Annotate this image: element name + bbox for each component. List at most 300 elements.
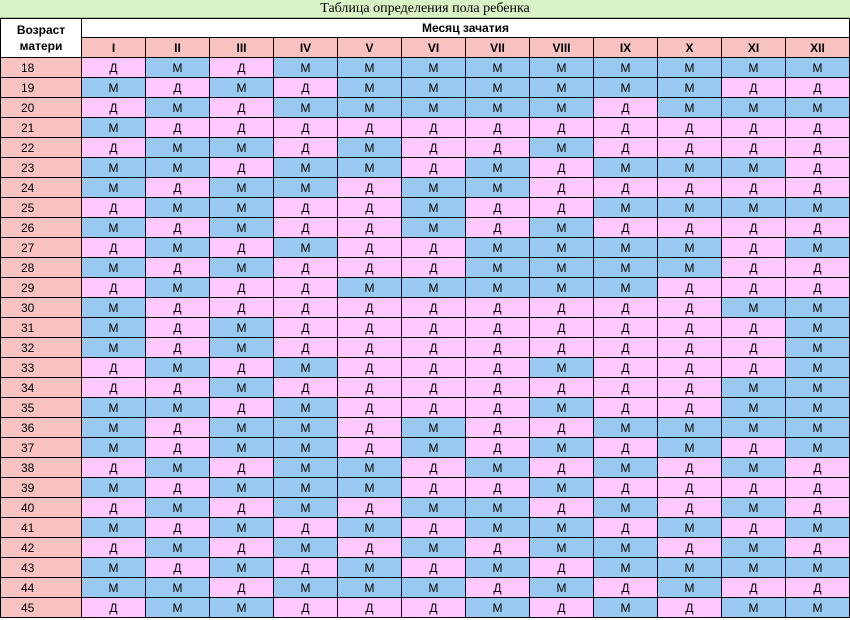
gender-cell-girl: Д (210, 278, 274, 298)
gender-cell-boy: М (210, 198, 274, 218)
gender-cell-girl: Д (402, 158, 466, 178)
gender-cell-boy: М (274, 158, 338, 178)
gender-cell-boy: М (402, 58, 466, 78)
mother-age-cell: 33 (1, 358, 82, 378)
gender-cell-girl: Д (402, 258, 466, 278)
gender-cell-girl: Д (786, 458, 850, 478)
gender-cell-boy: М (594, 258, 658, 278)
gender-cell-girl: Д (530, 378, 594, 398)
gender-cell-girl: Д (658, 118, 722, 138)
table-row (1, 258, 850, 278)
gender-cell-boy: М (786, 338, 850, 358)
gender-cell-boy: М (594, 598, 658, 618)
mother-age-cell: 27 (1, 238, 82, 258)
gender-cell-girl: Д (658, 538, 722, 558)
table-row (1, 138, 850, 158)
gender-cell-boy: М (466, 78, 530, 98)
mother-age-cell: 32 (1, 338, 82, 358)
gender-cell-girl: Д (466, 478, 530, 498)
gender-cell-boy: М (210, 78, 274, 98)
mother-age-cell: 24 (1, 178, 82, 198)
gender-cell-girl: Д (466, 298, 530, 318)
gender-cell-girl: Д (82, 58, 146, 78)
gender-cell-girl: Д (146, 378, 210, 398)
gender-cell-boy: М (338, 158, 402, 178)
gender-cell-girl: Д (338, 418, 402, 438)
gender-cell-girl: Д (338, 218, 402, 238)
gender-cell-boy: М (594, 538, 658, 558)
gender-cell-girl: Д (466, 418, 530, 438)
table-row (1, 598, 850, 618)
gender-cell-boy: М (658, 578, 722, 598)
mother-age-cell: 41 (1, 518, 82, 538)
table-row (1, 178, 850, 198)
gender-cell-girl: Д (658, 278, 722, 298)
gender-cell-boy: М (722, 498, 786, 518)
gender-cell-girl: Д (594, 118, 658, 138)
table-row (1, 238, 850, 258)
gender-cell-boy: М (82, 158, 146, 178)
gender-cell-girl: Д (210, 98, 274, 118)
gender-cell-boy: М (210, 258, 274, 278)
gender-cell-boy: М (786, 238, 850, 258)
mother-age-cell: 21 (1, 118, 82, 138)
gender-cell-girl: Д (402, 318, 466, 338)
table-row (1, 78, 850, 98)
table-row (1, 218, 850, 238)
gender-cell-girl: Д (530, 418, 594, 438)
gender-cell-boy: М (82, 318, 146, 338)
gender-cell-boy: М (722, 538, 786, 558)
month-header-cell: II (146, 38, 210, 58)
gender-cell-girl: Д (658, 478, 722, 498)
gender-cell-girl: Д (658, 358, 722, 378)
table-row (1, 498, 850, 518)
gender-cell-girl: Д (274, 318, 338, 338)
gender-cell-girl: Д (658, 318, 722, 338)
gender-cell-girl: Д (466, 118, 530, 138)
gender-cell-boy: М (274, 418, 338, 438)
gender-cell-boy: М (466, 558, 530, 578)
gender-cell-boy: М (786, 598, 850, 618)
gender-cell-girl: Д (82, 498, 146, 518)
gender-cell-girl: Д (466, 578, 530, 598)
gender-cell-boy: М (658, 558, 722, 578)
table-row (1, 58, 850, 78)
gender-cell-boy: М (146, 238, 210, 258)
gender-cell-girl: Д (146, 318, 210, 338)
gender-cell-boy: М (594, 58, 658, 78)
gender-cell-girl: Д (274, 558, 338, 578)
gender-cell-girl: Д (402, 358, 466, 378)
table-row (1, 358, 850, 378)
gender-cell-girl: Д (338, 598, 402, 618)
gender-cell-girl: Д (722, 78, 786, 98)
gender-cell-girl: Д (338, 118, 402, 138)
gender-cell-girl: Д (786, 118, 850, 138)
gender-cell-boy: М (274, 398, 338, 418)
gender-cell-boy: М (82, 558, 146, 578)
gender-cell-boy: М (402, 578, 466, 598)
month-header-cell: I (82, 38, 146, 58)
gender-cell-girl: Д (82, 458, 146, 478)
gender-cell-boy: М (530, 258, 594, 278)
gender-cell-girl: Д (786, 578, 850, 598)
gender-cell-girl: Д (402, 478, 466, 498)
gender-cell-boy: М (274, 458, 338, 478)
gender-cell-boy: М (146, 578, 210, 598)
gender-cell-boy: М (658, 198, 722, 218)
gender-cell-boy: М (274, 578, 338, 598)
gender-cell-girl: Д (722, 218, 786, 238)
table-row (1, 558, 850, 578)
gender-cell-boy: М (338, 138, 402, 158)
gender-cell-girl: Д (210, 578, 274, 598)
gender-cell-girl: Д (146, 298, 210, 318)
gender-cell-boy: М (82, 518, 146, 538)
gender-cell-girl: Д (210, 158, 274, 178)
gender-cell-boy: М (722, 98, 786, 118)
gender-cell-girl: Д (146, 438, 210, 458)
gender-cell-boy: М (530, 138, 594, 158)
gender-cell-girl: Д (210, 398, 274, 418)
gender-cell-boy: М (146, 278, 210, 298)
gender-cell-boy: М (466, 458, 530, 478)
mother-age-cell: 42 (1, 538, 82, 558)
gender-cell-boy: М (786, 298, 850, 318)
gender-cell-girl: Д (402, 238, 466, 258)
gender-cell-girl: Д (658, 138, 722, 158)
gender-cell-girl: Д (274, 278, 338, 298)
mother-age-cell: 20 (1, 98, 82, 118)
gender-cell-girl: Д (594, 358, 658, 378)
table-row (1, 298, 850, 318)
gender-cell-girl: Д (722, 178, 786, 198)
gender-cell-girl: Д (274, 518, 338, 538)
gender-cell-girl: Д (594, 178, 658, 198)
gender-cell-boy: М (722, 458, 786, 478)
gender-cell-girl: Д (722, 338, 786, 358)
month-header-cell: IV (274, 38, 338, 58)
gender-cell-girl: Д (722, 258, 786, 278)
gender-cell-boy: М (786, 438, 850, 458)
gender-cell-boy: М (722, 198, 786, 218)
gender-cell-girl: Д (594, 438, 658, 458)
gender-cell-girl: Д (722, 278, 786, 298)
gender-cell-boy: М (530, 238, 594, 258)
gender-cell-boy: М (658, 238, 722, 258)
gender-cell-girl: Д (722, 138, 786, 158)
gender-cell-girl: Д (274, 378, 338, 398)
gender-cell-girl: Д (146, 218, 210, 238)
month-header-cell: XII (786, 38, 850, 58)
gender-cell-girl: Д (146, 478, 210, 498)
table-row (1, 518, 850, 538)
mother-age-cell: 37 (1, 438, 82, 458)
mother-age-cell: 23 (1, 158, 82, 178)
gender-cell-girl: Д (82, 538, 146, 558)
gender-cell-girl: Д (274, 198, 338, 218)
gender-cell-girl: Д (210, 58, 274, 78)
gender-cell-boy: М (274, 358, 338, 378)
gender-cell-boy: М (82, 478, 146, 498)
gender-cell-boy: М (210, 558, 274, 578)
gender-cell-boy: М (338, 98, 402, 118)
gender-cell-boy: М (274, 438, 338, 458)
table-row (1, 378, 850, 398)
gender-cell-boy: М (274, 58, 338, 78)
gender-cell-boy: М (530, 538, 594, 558)
table-header (1, 19, 850, 58)
gender-cell-boy: М (658, 438, 722, 458)
gender-cell-boy: М (82, 298, 146, 318)
gender-cell-girl: Д (530, 598, 594, 618)
gender-cell-boy: М (722, 58, 786, 78)
gender-cell-girl: Д (82, 278, 146, 298)
gender-cell-boy: М (402, 78, 466, 98)
gender-cell-girl: Д (658, 338, 722, 358)
gender-cell-girl: Д (530, 118, 594, 138)
gender-cell-girl: Д (466, 538, 530, 558)
gender-cell-girl: Д (274, 598, 338, 618)
gender-cell-boy: М (466, 58, 530, 78)
gender-cell-boy: М (722, 558, 786, 578)
gender-cell-girl: Д (82, 598, 146, 618)
gender-cell-boy: М (146, 198, 210, 218)
gender-cell-boy: М (466, 498, 530, 518)
gender-cell-boy: М (530, 398, 594, 418)
gender-cell-boy: М (594, 278, 658, 298)
gender-cell-girl: Д (722, 118, 786, 138)
mother-age-cell: 22 (1, 138, 82, 158)
mother-age-cell: 25 (1, 198, 82, 218)
gender-cell-boy: М (146, 98, 210, 118)
gender-cell-boy: М (274, 538, 338, 558)
gender-cell-girl: Д (530, 178, 594, 198)
gender-cell-boy: М (210, 338, 274, 358)
gender-cell-girl: Д (402, 598, 466, 618)
gender-cell-boy: М (466, 238, 530, 258)
mother-age-cell: 38 (1, 458, 82, 478)
gender-cell-girl: Д (786, 218, 850, 238)
table-row (1, 478, 850, 498)
gender-cell-girl: Д (274, 138, 338, 158)
gender-cell-girl: Д (530, 198, 594, 218)
gender-cell-girl: Д (338, 238, 402, 258)
gender-cell-boy: М (338, 278, 402, 298)
gender-cell-boy: М (530, 218, 594, 238)
gender-cell-boy: М (786, 98, 850, 118)
gender-cell-girl: Д (594, 98, 658, 118)
table-title: Таблица определения пола ребенка (0, 0, 850, 18)
gender-cell-boy: М (466, 178, 530, 198)
gender-cell-boy: М (594, 158, 658, 178)
gender-cell-girl: Д (338, 398, 402, 418)
gender-cell-girl: Д (402, 118, 466, 138)
gender-cell-girl: Д (274, 258, 338, 278)
gender-cell-boy: М (146, 398, 210, 418)
mother-age-cell: 44 (1, 578, 82, 598)
gender-cell-girl: Д (722, 238, 786, 258)
gender-cell-boy: М (658, 98, 722, 118)
gender-cell-girl: Д (658, 178, 722, 198)
gender-cell-girl: Д (658, 458, 722, 478)
table-body (1, 58, 850, 618)
gender-cell-boy: М (466, 158, 530, 178)
mother-age-cell: 43 (1, 558, 82, 578)
gender-cell-girl: Д (210, 538, 274, 558)
gender-cell-boy: М (210, 318, 274, 338)
gender-cell-boy: М (658, 158, 722, 178)
gender-cell-boy: М (530, 278, 594, 298)
gender-cell-girl: Д (274, 218, 338, 238)
gender-table-container (0, 18, 850, 620)
gender-cell-girl: Д (338, 378, 402, 398)
gender-cell-boy: М (594, 418, 658, 438)
gender-cell-girl: Д (594, 218, 658, 238)
gender-cell-boy: М (82, 258, 146, 278)
mother-age-cell: 28 (1, 258, 82, 278)
gender-cell-boy: М (530, 78, 594, 98)
gender-cell-girl: Д (82, 138, 146, 158)
gender-cell-girl: Д (274, 298, 338, 318)
gender-cell-girl: Д (210, 118, 274, 138)
gender-cell-boy: М (786, 558, 850, 578)
gender-cell-boy: М (146, 458, 210, 478)
gender-cell-boy: М (210, 138, 274, 158)
gender-cell-girl: Д (146, 418, 210, 438)
gender-cell-boy: М (338, 78, 402, 98)
gender-cell-girl: Д (146, 518, 210, 538)
gender-cell-boy: М (466, 278, 530, 298)
gender-cell-boy: М (210, 178, 274, 198)
mother-age-cell: 18 (1, 58, 82, 78)
gender-cell-girl: Д (722, 578, 786, 598)
gender-cell-girl: Д (530, 338, 594, 358)
mother-age-cell: 35 (1, 398, 82, 418)
age-column-header: Возраст матери (1, 19, 82, 58)
gender-cell-girl: Д (82, 98, 146, 118)
gender-cell-girl: Д (274, 338, 338, 358)
gender-cell-girl: Д (594, 318, 658, 338)
gender-cell-boy: М (210, 218, 274, 238)
gender-cell-girl: Д (402, 298, 466, 318)
gender-cell-girl: Д (530, 458, 594, 478)
gender-cell-girl: Д (146, 258, 210, 278)
gender-cell-girl: Д (530, 498, 594, 518)
month-header-row (1, 38, 850, 58)
gender-cell-boy: М (722, 158, 786, 178)
gender-cell-girl: Д (338, 338, 402, 358)
gender-cell-girl: Д (594, 398, 658, 418)
gender-cell-boy: М (146, 138, 210, 158)
month-header-cell: IX (594, 38, 658, 58)
table-row (1, 398, 850, 418)
gender-cell-girl: Д (658, 378, 722, 398)
gender-cell-boy: М (722, 398, 786, 418)
gender-cell-boy: М (274, 98, 338, 118)
gender-cell-girl: Д (146, 178, 210, 198)
mother-age-cell: 26 (1, 218, 82, 238)
gender-cell-boy: М (338, 58, 402, 78)
gender-cell-girl: Д (786, 498, 850, 518)
gender-cell-boy: М (338, 478, 402, 498)
table-row (1, 98, 850, 118)
mother-age-cell: 31 (1, 318, 82, 338)
gender-cell-girl: Д (722, 518, 786, 538)
gender-cell-girl: Д (530, 318, 594, 338)
gender-cell-boy: М (786, 198, 850, 218)
gender-cell-boy: М (82, 178, 146, 198)
month-group-header: Месяц зачатия (82, 19, 850, 38)
gender-cell-boy: М (722, 298, 786, 318)
mother-age-cell: 40 (1, 498, 82, 518)
gender-cell-girl: Д (594, 298, 658, 318)
gender-cell-boy: М (722, 378, 786, 398)
gender-cell-boy: М (274, 478, 338, 498)
gender-cell-girl: Д (402, 338, 466, 358)
gender-cell-boy: М (786, 378, 850, 398)
gender-cell-boy: М (466, 98, 530, 118)
gender-cell-boy: М (402, 278, 466, 298)
gender-cell-girl: Д (786, 138, 850, 158)
gender-cell-boy: М (530, 578, 594, 598)
table-row (1, 158, 850, 178)
gender-cell-boy: М (594, 498, 658, 518)
gender-cell-boy: М (146, 498, 210, 518)
gender-cell-girl: Д (338, 198, 402, 218)
gender-cell-girl: Д (338, 538, 402, 558)
gender-cell-girl: Д (530, 298, 594, 318)
gender-cell-boy: М (466, 518, 530, 538)
gender-cell-boy: М (786, 518, 850, 538)
gender-cell-boy: М (82, 338, 146, 358)
gender-cell-girl: Д (210, 238, 274, 258)
mother-age-cell: 45 (1, 598, 82, 618)
gender-cell-boy: М (402, 418, 466, 438)
gender-cell-girl: Д (786, 178, 850, 198)
gender-cell-girl: Д (146, 78, 210, 98)
month-header-cell: VIII (530, 38, 594, 58)
gender-cell-boy: М (530, 98, 594, 118)
table-row (1, 538, 850, 558)
mother-age-cell: 19 (1, 78, 82, 98)
gender-cell-boy: М (466, 258, 530, 278)
gender-cell-boy: М (402, 178, 466, 198)
gender-cell-boy: М (274, 238, 338, 258)
gender-cell-boy: М (402, 98, 466, 118)
gender-cell-boy: М (82, 438, 146, 458)
gender-cell-girl: Д (658, 598, 722, 618)
gender-cell-boy: М (146, 58, 210, 78)
gender-cell-boy: М (338, 458, 402, 478)
gender-cell-girl: Д (658, 398, 722, 418)
gender-cell-boy: М (402, 438, 466, 458)
gender-cell-girl: Д (402, 378, 466, 398)
gender-cell-girl: Д (594, 378, 658, 398)
gender-cell-girl: Д (786, 278, 850, 298)
gender-cell-girl: Д (210, 498, 274, 518)
gender-cell-girl: Д (466, 338, 530, 358)
gender-cell-boy: М (658, 518, 722, 538)
gender-cell-girl: Д (466, 218, 530, 238)
gender-cell-girl: Д (82, 358, 146, 378)
gender-cell-boy: М (786, 358, 850, 378)
gender-cell-girl: Д (466, 318, 530, 338)
gender-cell-girl: Д (722, 318, 786, 338)
gender-cell-boy: М (658, 58, 722, 78)
gender-cell-girl: Д (466, 198, 530, 218)
